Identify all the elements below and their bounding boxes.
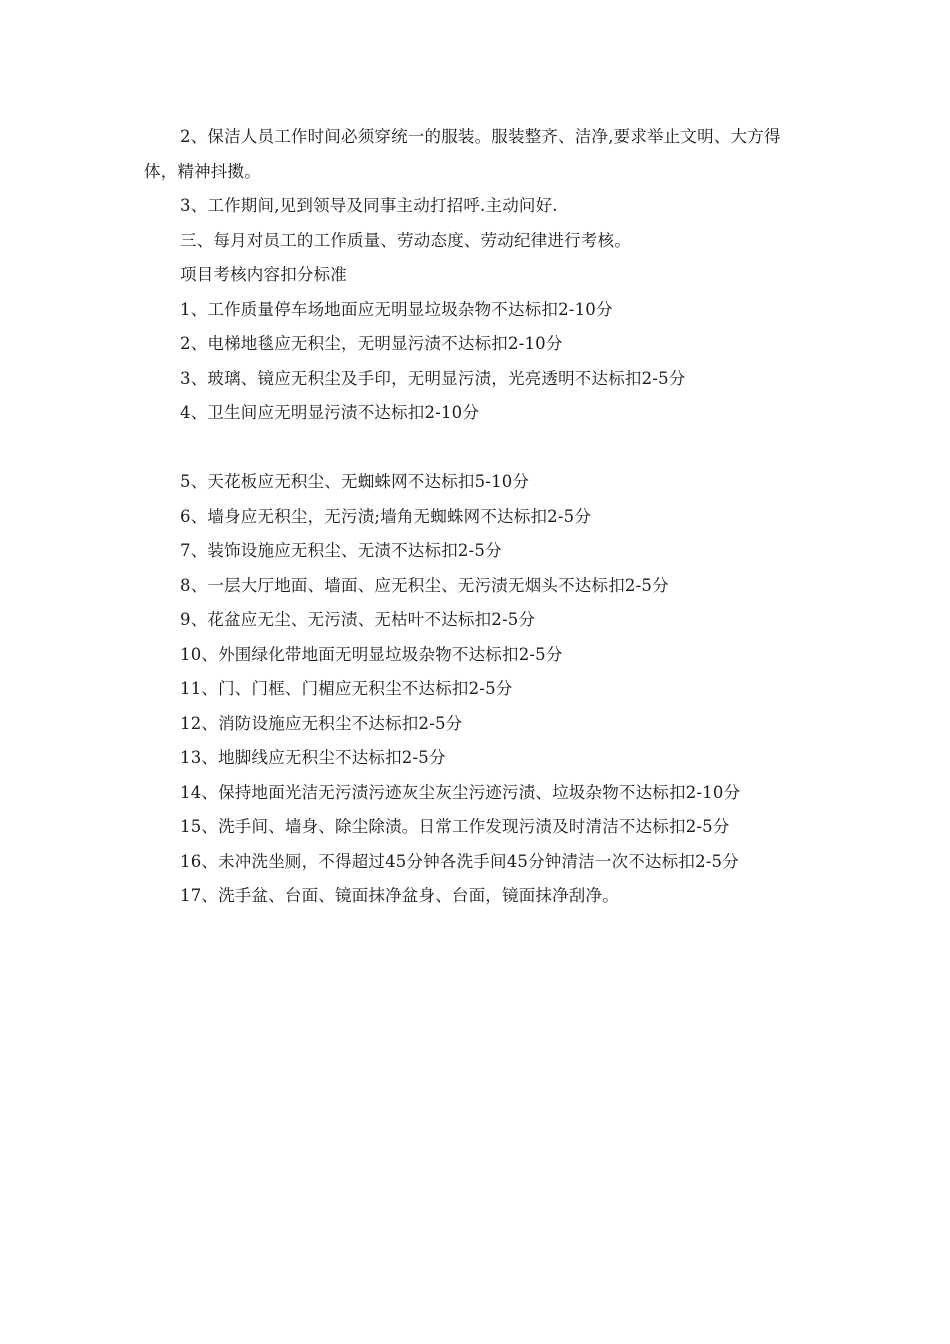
criteria-item: 16、未冲洗坐厕，不得超过45分钟各洗手间45分钟清洁一次不达标扣2-5分 [180, 851, 739, 871]
criteria-item: 14、保持地面光洁无污渍污迹灰尘灰尘污迹污渍、垃圾杂物不达标扣2-10分 [180, 782, 741, 802]
criteria-item: 13、地脚线应无积尘不达标扣2-5分 [180, 748, 446, 767]
criteria-item: 11、门、门框、门楣应无积尘不达标扣2-5分 [180, 679, 513, 698]
paragraph: 2、保洁人员工作时间必须穿统一的服装。服装整齐、洁净,要求举止文明、大方得体，精神抖擞。 [144, 127, 781, 181]
table-heading: 项目考核内容扣分标准 [180, 265, 347, 284]
criteria-item: 5、天花板应无积尘、无蜘蛛网不达标扣5-10分 [180, 472, 530, 491]
section-heading: 三、每月对员工的工作质量、劳动态度、劳动纪律进行考核。 [180, 230, 631, 250]
criteria-item: 10、外围绿化带地面无明显垃圾杂物不达标扣2-5分 [180, 644, 563, 664]
criteria-item: 12、消防设施应无积尘不达标扣2-5分 [180, 713, 463, 733]
paragraph: 3、工作期间,见到领导及同事主动打招呼.主动问好. [180, 196, 558, 215]
criteria-item: 15、洗手间、墙身、除尘除渍。日常工作发现污渍及时清洁不达标扣2-5分 [180, 817, 730, 836]
criteria-item: 3、玻璃、镜应无积尘及手印，无明显污渍，光亮透明不达标扣2-5分 [180, 368, 686, 388]
criteria-item: 9、花盆应无尘、无污渍、无枯叶不达标扣2-5分 [180, 610, 536, 629]
blank-line [144, 431, 814, 466]
criteria-item: 4、卫生间应无明显污渍不达标扣2-10分 [180, 403, 480, 422]
criteria-item: 8、一层大厅地面、墙面、应无积尘、无污渍无烟头不达标扣2-5分 [180, 575, 669, 595]
criteria-item: 6、墙身应无积尘，无污渍;墙角无蜘蛛网不达标扣2-5分 [180, 506, 592, 526]
criteria-item: 1、工作质量停车场地面应无明显垃圾杂物不达标扣2-10分 [180, 299, 613, 319]
criteria-item: 2、电梯地毯应无积尘，无明显污渍不达标扣2-10分 [180, 334, 563, 353]
criteria-item: 7、装饰设施应无积尘、无渍不达标扣2-5分 [180, 541, 502, 560]
document-body [144, 120, 814, 914]
criteria-item: 17、洗手盆、台面、镜面抹净盆身、台面，镜面抹净刮净。 [180, 886, 619, 905]
